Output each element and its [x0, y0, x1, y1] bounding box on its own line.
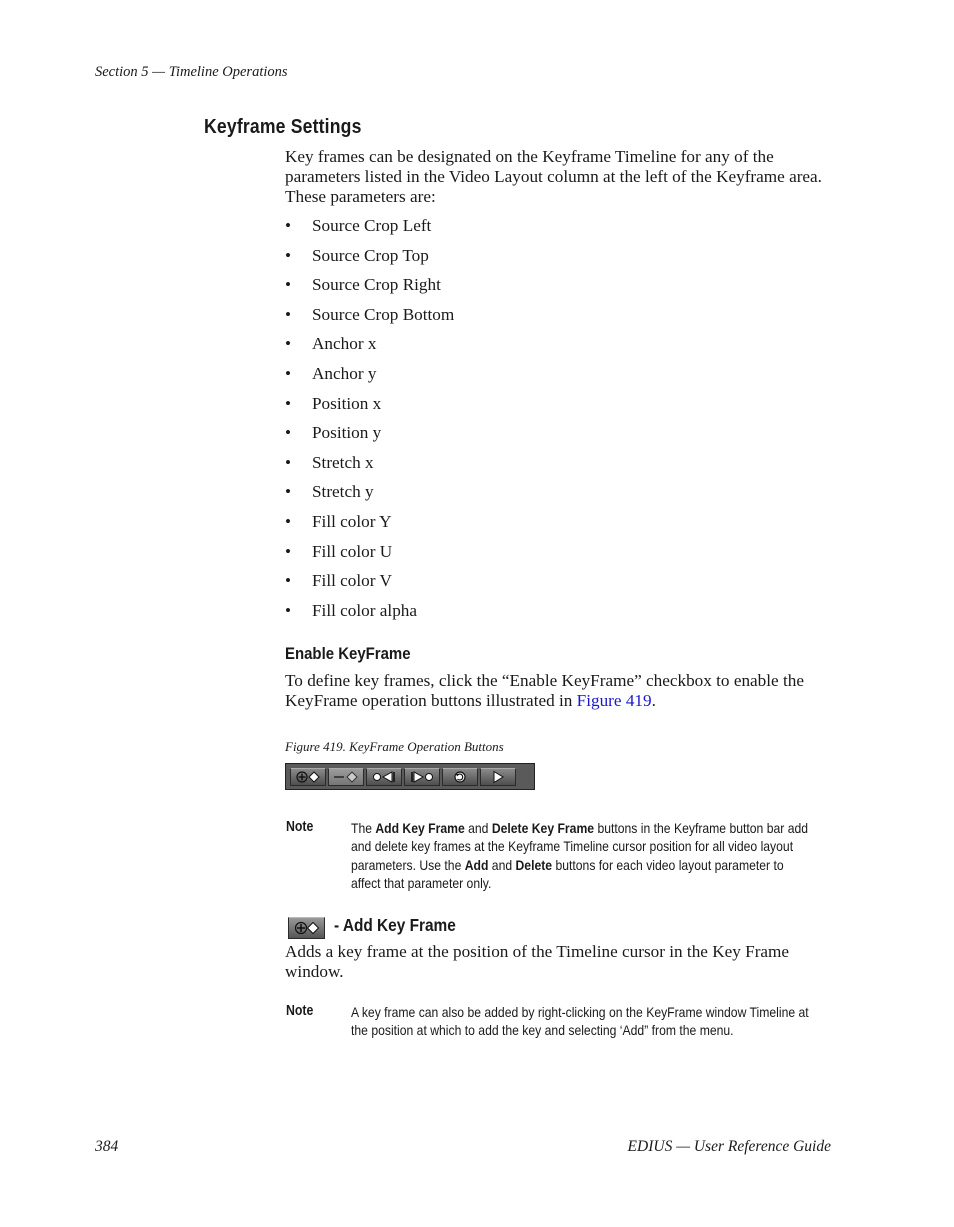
parameter-list-item: [285, 216, 454, 246]
note-text-part: and: [488, 856, 516, 873]
note-text-part: The: [351, 820, 376, 836]
enable-text: To define key frames, click the “Enable KeyFrame” checkbox to enable the KeyFrame operation buttons illustrated in: [285, 671, 804, 710]
parameter-list-item: [285, 394, 454, 424]
parameter-name: Position x: [312, 393, 382, 413]
parameter-name: Fill color U: [312, 541, 393, 561]
play-button[interactable]: [480, 768, 516, 786]
page-number: 384: [95, 1138, 119, 1155]
parameter-name: Stretch y: [312, 482, 374, 502]
note-label: Note: [286, 1003, 314, 1019]
keyframe-settings-heading: Keyframe Settings: [204, 116, 362, 138]
add-key-frame-button-image: [288, 917, 325, 939]
parameter-list-item: [285, 482, 454, 512]
parameter-name: Fill color alpha: [312, 600, 418, 620]
delete-keyframe-icon: [331, 770, 361, 784]
play-icon: [483, 770, 513, 784]
parameter-list-item: [285, 305, 454, 335]
bullet: •: [285, 571, 292, 591]
bullet: •: [285, 304, 292, 324]
parameter-list: [285, 216, 454, 630]
keyframe-operation-toolbar: [285, 763, 535, 790]
add-keyframe-button[interactable]: [290, 768, 326, 786]
add-key-frame-heading: - Add Key Frame: [334, 915, 456, 935]
bullet: •: [285, 334, 292, 354]
bullet: •: [285, 275, 292, 295]
parameter-list-item: [285, 246, 454, 276]
parameter-name: Position y: [312, 423, 382, 443]
next-keyframe-icon: [407, 770, 437, 784]
note-text-part: and: [464, 820, 492, 836]
delete-keyframe-button[interactable]: [328, 768, 364, 786]
note-bold-add: Add: [464, 856, 489, 873]
parameter-list-item: [285, 364, 454, 394]
keyframe-intro-paragraph: Key frames can be designated on the Keyframe Timeline for any of the parameters listed in the Video Layout column at the left of the Keyframe area. These parameters are:: [285, 147, 822, 206]
parameter-list-item: [285, 423, 454, 453]
figure-caption: Figure 419. KeyFrame Operation Buttons: [285, 739, 504, 754]
parameter-name: Stretch x: [312, 452, 374, 472]
note-bold-delete-key-frame: Delete Key Frame: [491, 820, 595, 836]
reset-keyframe-icon: [445, 770, 475, 784]
bullet: •: [285, 363, 292, 383]
enable-keyframe-paragraph: [285, 671, 835, 711]
next-keyframe-button[interactable]: [404, 768, 440, 786]
bullet: •: [285, 216, 292, 235]
note-text: [351, 819, 812, 893]
bullet: •: [285, 423, 292, 443]
bullet: •: [285, 452, 292, 472]
parameter-list-item: [285, 334, 454, 364]
parameter-list-item: [285, 512, 454, 542]
note-bold-add-key-frame: Add Key Frame: [375, 820, 465, 836]
parameter-name: Source Crop Left: [312, 216, 432, 235]
note-text: A key frame can also be added by right-clicking on the KeyFrame window Timeline at the position at which to add the key and selecting ‘Add” from the menu.: [351, 1004, 809, 1039]
running-header: Section 5 — Timeline Operations: [95, 64, 288, 80]
bullet: •: [285, 393, 292, 413]
bullet: •: [285, 511, 292, 531]
bullet: •: [285, 245, 292, 265]
parameter-name: Source Crop Right: [312, 275, 441, 295]
parameter-name: Anchor x: [312, 334, 377, 354]
footer-title: EDIUS — User Reference Guide: [627, 1138, 831, 1155]
previous-keyframe-button[interactable]: [366, 768, 402, 786]
parameter-name: Source Crop Top: [312, 245, 429, 265]
enable-keyframe-heading: Enable KeyFrame: [285, 644, 411, 663]
bullet: •: [285, 541, 292, 561]
enable-text-end: .: [651, 691, 656, 710]
parameter-list-item: [285, 542, 454, 572]
add-keyframe-icon: [293, 770, 323, 784]
add-key-frame-paragraph: Adds a key frame at the position of the Timeline cursor in the Key Frame window.: [285, 942, 790, 981]
parameter-name: Anchor y: [312, 363, 377, 383]
note-text-part: buttons for each video layout parameter to affect that parameter only.: [351, 856, 784, 892]
parameter-name: Fill color Y: [312, 511, 392, 531]
bullet: •: [285, 482, 292, 502]
add-keyframe-icon: [292, 920, 322, 936]
parameter-list-item: [285, 601, 454, 631]
parameter-list-item: [285, 453, 454, 483]
parameter-list-item: [285, 275, 454, 305]
bullet: •: [285, 600, 292, 620]
note-bold-delete: Delete: [515, 856, 553, 873]
note-text-part: buttons in the Keyframe button bar add and delete key frames at the Keyframe Timeline cursor position for all video layout parameters. Use the: [351, 820, 809, 873]
reset-keyframe-button[interactable]: [442, 768, 478, 786]
parameter-name: Fill color V: [312, 571, 392, 591]
note-label: Note: [286, 819, 314, 835]
figure-419-link[interactable]: Figure 419: [576, 691, 652, 710]
previous-keyframe-icon: [369, 770, 399, 784]
parameter-name: Source Crop Bottom: [312, 304, 455, 324]
parameter-list-item: [285, 571, 454, 601]
